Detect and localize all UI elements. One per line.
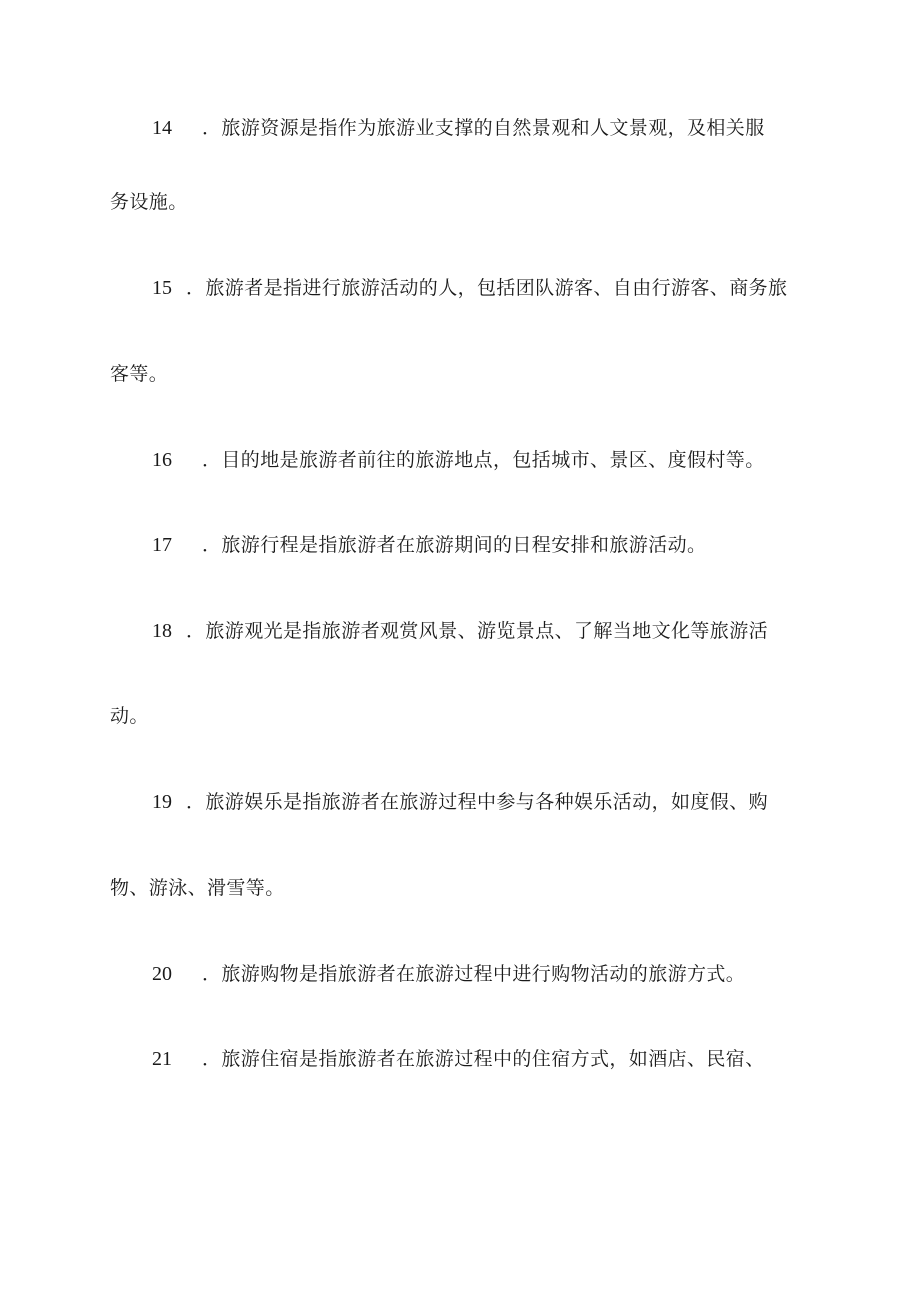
item-16-line-1 xyxy=(152,448,765,472)
item-text: ．旅游资源是指作为旅游业支撑的自然景观和人文景观，及相关服 xyxy=(202,117,765,139)
item-text: ．旅游住宿是指旅游者在旅游过程中的住宿方式，如酒店、民宿、 xyxy=(202,1048,765,1070)
item-18-line-1 xyxy=(152,619,768,643)
item-number: 14 xyxy=(152,117,172,139)
item-text: ．旅游者是指进行旅游活动的人，包括团队游客、自由行游客、商务旅 xyxy=(186,277,788,299)
item-15-line-1 xyxy=(152,276,787,300)
item-19-line-1 xyxy=(152,790,768,814)
item-text: 务设施。 xyxy=(110,191,188,213)
item-14-line-1 xyxy=(152,116,765,140)
item-18-line-2 xyxy=(110,704,149,728)
item-number: 15 xyxy=(152,277,172,299)
item-text: 动。 xyxy=(110,705,149,727)
item-text: 客等。 xyxy=(110,363,169,385)
item-number: 16 xyxy=(152,449,172,471)
item-text: ．旅游购物是指旅游者在旅游过程中进行购物活动的旅游方式。 xyxy=(202,963,746,985)
item-number: 19 xyxy=(152,791,172,813)
item-text: ．旅游行程是指旅游者在旅游期间的日程安排和旅游活动。 xyxy=(202,534,707,556)
item-15-line-2 xyxy=(110,362,168,386)
item-20-line-1 xyxy=(152,962,745,986)
item-number: 21 xyxy=(152,1048,172,1070)
item-text: ．旅游观光是指旅游者观赏风景、游览景点、了解当地文化等旅游活 xyxy=(186,620,769,642)
item-text: 物、游泳、滑雪等。 xyxy=(110,877,285,899)
item-21-line-1 xyxy=(152,1047,765,1071)
item-19-line-2 xyxy=(110,876,285,900)
item-number: 18 xyxy=(152,620,172,642)
item-text: ．旅游娱乐是指旅游者在旅游过程中参与各种娱乐活动，如度假、购 xyxy=(186,791,769,813)
item-14-line-2 xyxy=(110,190,188,214)
item-text: ．目的地是旅游者前往的旅游地点，包括城市、景区、度假村等。 xyxy=(202,449,765,471)
item-number: 17 xyxy=(152,534,172,556)
item-17-line-1 xyxy=(152,533,706,557)
item-number: 20 xyxy=(152,963,172,985)
